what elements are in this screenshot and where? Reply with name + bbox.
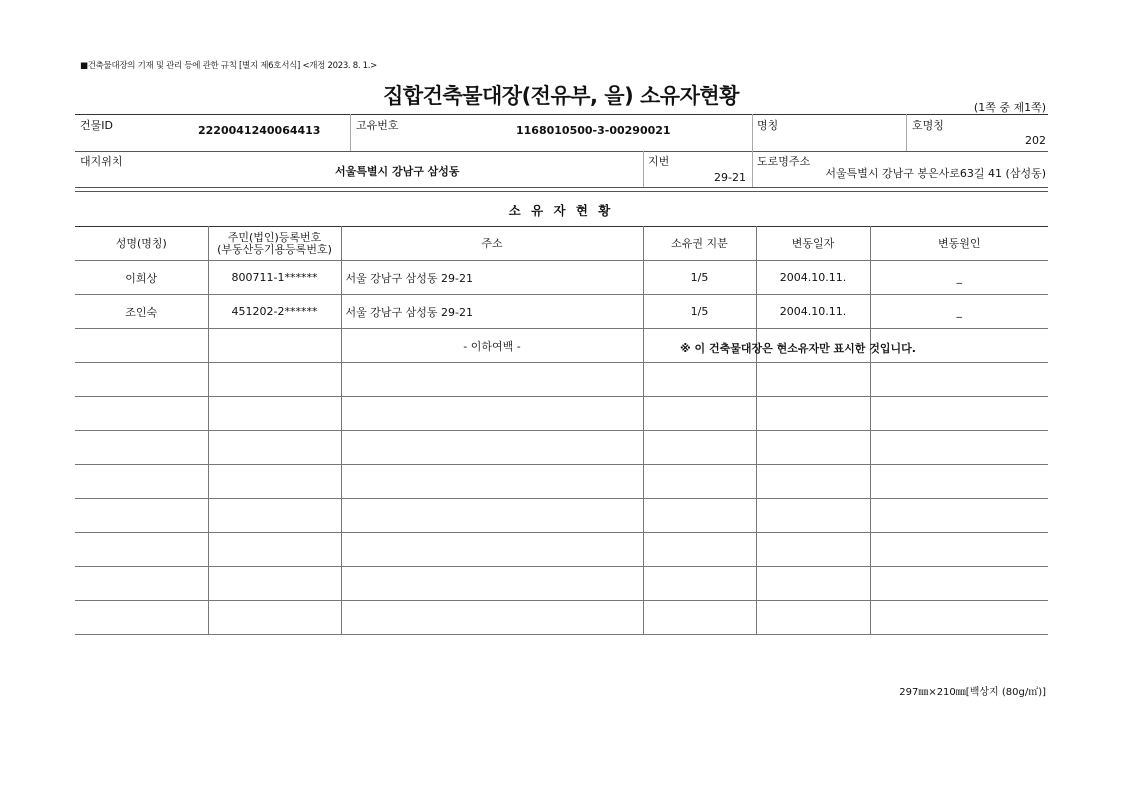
table-cell <box>756 363 870 397</box>
table-row <box>75 567 1048 601</box>
table-cell <box>870 567 1048 601</box>
divider <box>350 114 351 151</box>
table-cell <box>75 567 208 601</box>
unique-number-label: 고유번호 <box>356 119 399 132</box>
table-cell <box>870 601 1048 635</box>
table-cell <box>208 533 341 567</box>
table-row <box>75 499 1048 533</box>
table-cell <box>75 431 208 465</box>
table-cell <box>75 397 208 431</box>
table-cell <box>208 397 341 431</box>
table-cell <box>208 567 341 601</box>
table-row <box>75 295 1048 329</box>
owner-status-section-title: 소 유 자 현 황 <box>508 203 614 218</box>
site-location-label: 대지위치 <box>80 155 123 168</box>
table-cell <box>643 431 756 465</box>
header-top-border <box>75 114 1048 115</box>
table-cell <box>870 363 1048 397</box>
owner-address: 서울 강남구 삼성동 29-21 <box>341 295 643 329</box>
lot-number-value: 29-21 <box>714 171 746 184</box>
table-cell <box>870 533 1048 567</box>
owner-registration-number: 451202-2****** <box>208 295 341 329</box>
owner-change-date: 2004.10.11. <box>756 261 870 295</box>
table-row <box>75 397 1048 431</box>
table-cell <box>208 465 341 499</box>
page-info: (1쪽 중 제1쪽) <box>973 101 1046 114</box>
table-cell <box>756 499 870 533</box>
col-header-ownership-share: 소유권 지분 <box>643 227 756 261</box>
owner-table <box>75 226 1048 635</box>
table-cell <box>756 431 870 465</box>
col-header-address: 주소 <box>341 227 643 261</box>
current-owners-notice: ※ 이 건축물대장은 현소유자만 표시한 것입니다. <box>680 342 916 355</box>
document-title: 집합건축물대장(전유부, 을) 소유자현황 <box>383 84 739 108</box>
table-row <box>75 601 1048 635</box>
lot-number-label: 지번 <box>648 155 670 168</box>
unit-name-value: 202 <box>1025 134 1046 147</box>
header-bottom-border-double <box>75 191 1048 192</box>
col-header-change-date: 변동일자 <box>756 227 870 261</box>
paper-size-note: 297㎜×210㎜[백상지 (80g/㎡)] <box>899 687 1046 698</box>
table-cell <box>341 397 643 431</box>
table-cell <box>75 533 208 567</box>
divider <box>752 151 753 187</box>
table-row <box>75 465 1048 499</box>
table-cell <box>643 499 756 533</box>
unique-number-value: 1168010500-3-00290021 <box>516 124 671 137</box>
owner-share: 1/5 <box>643 261 756 295</box>
table-cell <box>341 601 643 635</box>
owner-change-date: 2004.10.11. <box>756 295 870 329</box>
end-of-records-mark: - 이하여백 - <box>341 329 643 363</box>
table-cell <box>341 363 643 397</box>
building-name-label: 명칭 <box>757 119 779 132</box>
table-cell <box>870 431 1048 465</box>
table-row <box>75 533 1048 567</box>
table-cell <box>756 533 870 567</box>
owner-name: 조인숙 <box>75 295 208 329</box>
table-cell <box>75 499 208 533</box>
table-cell <box>75 363 208 397</box>
building-id-label: 건물ID <box>80 119 113 132</box>
table-cell <box>75 465 208 499</box>
col-header-change-reason: 변동원인 <box>870 227 1048 261</box>
table-cell <box>341 533 643 567</box>
table-cell <box>341 499 643 533</box>
table-row <box>75 431 1048 465</box>
table-cell <box>341 567 643 601</box>
table-cell <box>643 533 756 567</box>
table-cell <box>208 431 341 465</box>
owner-address: 서울 강남구 삼성동 29-21 <box>341 261 643 295</box>
col-header-registration-number-line2: (부동산등기용등록번호) <box>217 242 332 256</box>
table-row <box>75 363 1048 397</box>
table-cell <box>643 601 756 635</box>
table-cell <box>208 601 341 635</box>
table-cell <box>208 499 341 533</box>
divider <box>643 151 644 187</box>
table-header-row <box>75 227 1048 261</box>
table-cell <box>341 465 643 499</box>
owner-registration-number: 800711-1****** <box>208 261 341 295</box>
site-location-value: 서울특별시 강남구 삼성동 <box>335 165 460 178</box>
unit-name-label: 호명칭 <box>912 119 944 132</box>
owner-change-reason: _ <box>870 295 1048 329</box>
table-cell <box>643 567 756 601</box>
building-id-value: 2220041240064413 <box>198 124 321 137</box>
table-cell <box>756 567 870 601</box>
road-address-label: 도로명주소 <box>757 155 811 168</box>
divider <box>752 114 753 151</box>
divider <box>906 114 907 151</box>
table-cell <box>870 465 1048 499</box>
table-cell <box>643 363 756 397</box>
col-header-registration-number-line1: 주민(법인)등록번호 <box>227 230 322 244</box>
table-cell <box>208 329 341 363</box>
header-row-divider <box>75 151 1048 152</box>
table-cell <box>341 431 643 465</box>
col-header-registration-number <box>208 227 341 261</box>
owner-share: 1/5 <box>643 295 756 329</box>
table-cell <box>756 601 870 635</box>
owner-change-reason: _ <box>870 261 1048 295</box>
col-header-name: 성명(명칭) <box>75 227 208 261</box>
header-bottom-border <box>75 187 1048 188</box>
table-cell <box>643 465 756 499</box>
table-cell <box>756 397 870 431</box>
table-cell <box>75 329 208 363</box>
road-address-value: 서울특별시 강남구 봉은사로63길 41 (삼성동) <box>825 167 1046 180</box>
table-cell <box>208 363 341 397</box>
table-cell <box>756 465 870 499</box>
table-row <box>75 261 1048 295</box>
table-cell <box>870 499 1048 533</box>
table-cell <box>643 397 756 431</box>
form-regulation-note: ■건축물대장의 기재 및 관리 등에 관한 규칙 [별지 제6호서식] <개정 2023. 8. 1.> <box>80 61 377 71</box>
owner-name: 이희상 <box>75 261 208 295</box>
table-cell <box>870 397 1048 431</box>
table-cell <box>75 601 208 635</box>
